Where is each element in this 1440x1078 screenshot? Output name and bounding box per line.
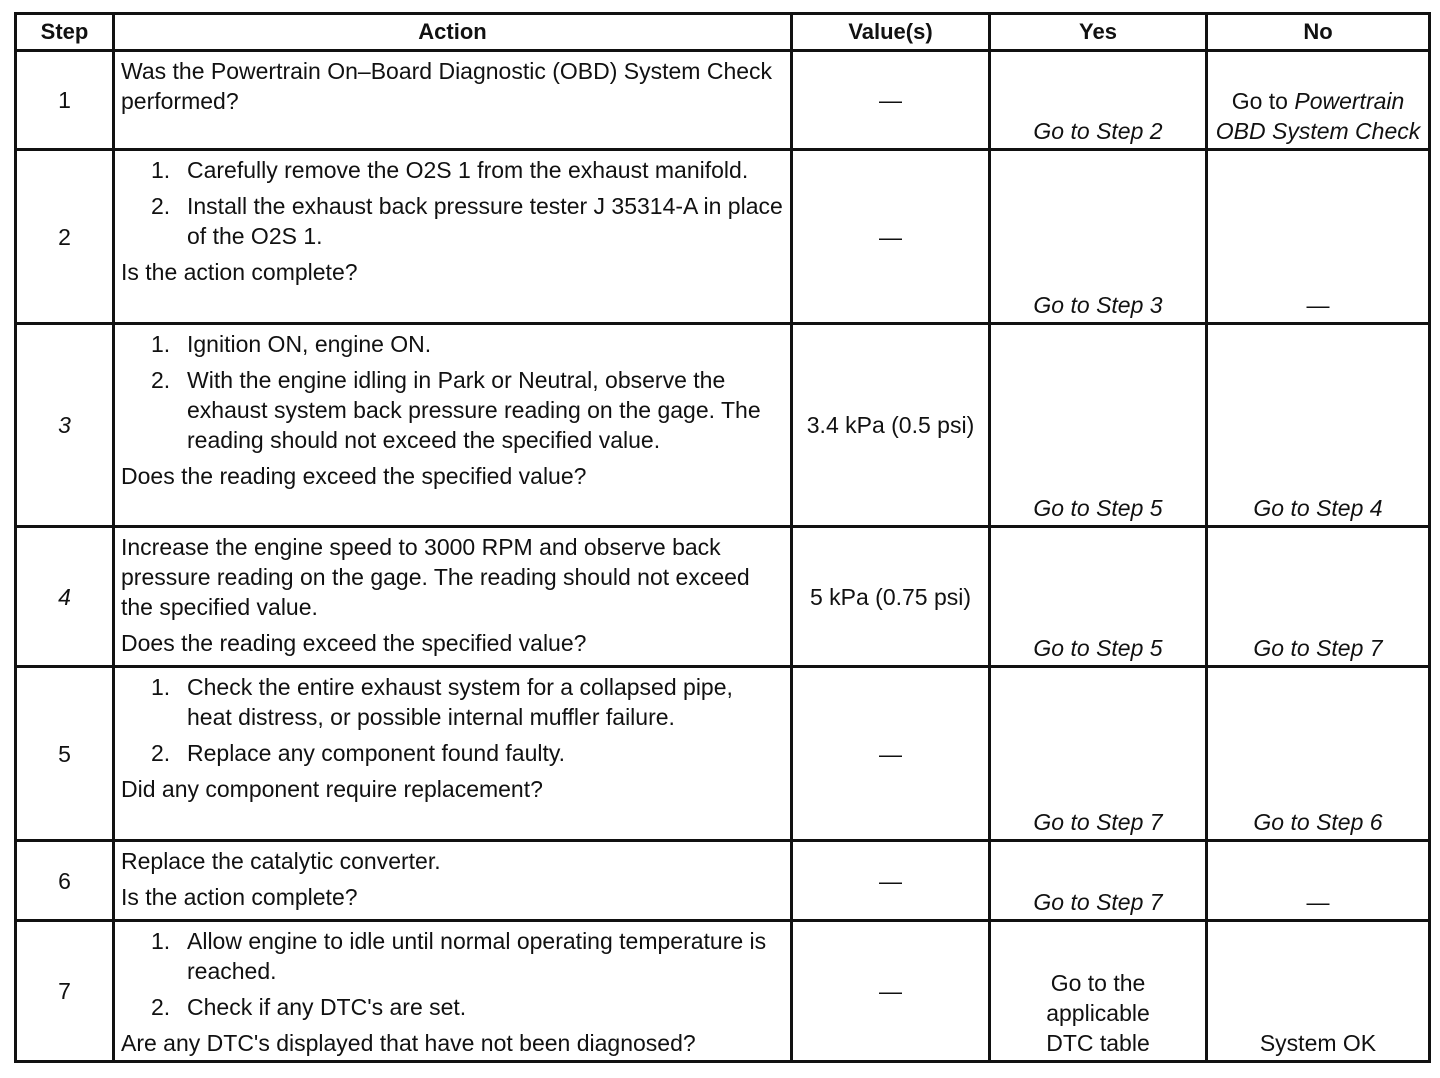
action-item: [121, 365, 784, 455]
action-item: [121, 992, 784, 1022]
action-text: Increase the engine speed to 3000 RPM and observe back pressure reading on the gage. The reading should not exceed the specified value.: [121, 534, 750, 620]
item-number: 2.: [151, 193, 171, 219]
yes-cell: Go to Step 2: [990, 51, 1207, 150]
value-cell: 3.4 kPa (0.5 psi): [792, 324, 990, 527]
item-number: 1.: [151, 674, 171, 700]
item-text: Carefully remove the O2S 1 from the exhaust manifold.: [187, 157, 749, 183]
item-number: 2.: [151, 994, 171, 1020]
header-no: No: [1207, 14, 1430, 51]
no-cell: —: [1207, 150, 1430, 324]
table-row: [16, 527, 1430, 667]
item-text: Install the exhaust back pressure tester J 35314-A in place of the O2S 1.: [187, 193, 783, 249]
no-link-text: Powertrain OBD System Check: [1215, 88, 1421, 144]
table-row: [16, 841, 1430, 921]
value-cell: —: [792, 150, 990, 324]
no-cell: [1207, 51, 1430, 150]
item-text: Replace any component found faulty.: [187, 740, 566, 766]
step-number: 6: [16, 841, 114, 921]
action-question: Did any component require replacement?: [121, 776, 543, 802]
header-yes: Yes: [990, 14, 1207, 51]
header-action: Action: [114, 14, 792, 51]
no-cell: —: [1207, 841, 1430, 921]
yes-cell: Go to the applicable DTC table: [990, 921, 1207, 1062]
step-number: 2: [16, 150, 114, 324]
step-number: 4: [16, 527, 114, 667]
action-cell: [114, 921, 792, 1062]
action-question: Does the reading exceed the specified value?: [121, 463, 587, 489]
no-cell: Go to Step 6: [1207, 667, 1430, 841]
item-number: 1.: [151, 331, 171, 357]
action-item: [121, 329, 784, 359]
step-number: 1: [16, 51, 114, 150]
action-item: [121, 155, 784, 185]
yes-cell: Go to Step 5: [990, 324, 1207, 527]
action-question: Does the reading exceed the specified value?: [121, 630, 587, 656]
header-row: [16, 14, 1430, 51]
no-cell: Go to Step 7: [1207, 527, 1430, 667]
action-text: Replace the catalytic converter.: [121, 848, 441, 874]
item-number: 2.: [151, 740, 171, 766]
value-cell: —: [792, 667, 990, 841]
item-number: 2.: [151, 367, 171, 393]
action-cell: [114, 667, 792, 841]
action-item: [121, 738, 784, 768]
diagnostic-table: [14, 12, 1431, 1063]
item-number: 1.: [151, 157, 171, 183]
value-cell: 5 kPa (0.75 psi): [792, 527, 990, 667]
step-number: 3: [16, 324, 114, 527]
no-prefix: Go to: [1231, 88, 1288, 114]
item-text: Ignition ON, engine ON.: [187, 331, 432, 357]
yes-cell: Go to Step 5: [990, 527, 1207, 667]
diagnostic-table-sheet: [14, 12, 1428, 1063]
action-item: [121, 926, 784, 986]
table-row: [16, 921, 1430, 1062]
item-text: Check if any DTC's are set.: [187, 994, 467, 1020]
yes-cell: Go to Step 7: [990, 841, 1207, 921]
table-row: [16, 324, 1430, 527]
table-row: [16, 150, 1430, 324]
item-text: Check the entire exhaust system for a collapsed pipe, heat distress, or possible internal muffler failure.: [187, 674, 733, 730]
action-item: [121, 672, 784, 732]
value-cell: —: [792, 841, 990, 921]
action-question: Is the action complete?: [121, 259, 358, 285]
step-number: 7: [16, 921, 114, 1062]
action-text: Was the Powertrain On–Board Diagnostic (OBD) System Check performed?: [121, 58, 773, 114]
item-text: Allow engine to idle until normal operating temperature is reached.: [187, 928, 767, 984]
no-cell: Go to Step 4: [1207, 324, 1430, 527]
action-item: [121, 191, 784, 251]
item-text: With the engine idling in Park or Neutral, observe the exhaust system back pressure reading on the gage. The reading should not exceed the specified value.: [187, 367, 761, 453]
action-question: Is the action complete?: [121, 884, 358, 910]
table-row: [16, 51, 1430, 150]
action-cell: [114, 324, 792, 527]
value-cell: —: [792, 921, 990, 1062]
action-question: Are any DTC's displayed that have not been diagnosed?: [121, 1030, 696, 1056]
value-cell: —: [792, 51, 990, 150]
action-cell: [114, 150, 792, 324]
header-values: Value(s): [792, 14, 990, 51]
item-number: 1.: [151, 928, 171, 954]
no-cell: System OK: [1207, 921, 1430, 1062]
action-cell: [114, 527, 792, 667]
action-cell: [114, 841, 792, 921]
yes-cell: Go to Step 7: [990, 667, 1207, 841]
header-step: Step: [16, 14, 114, 51]
yes-cell: Go to Step 3: [990, 150, 1207, 324]
action-cell: [114, 51, 792, 150]
table-row: [16, 667, 1430, 841]
step-number: 5: [16, 667, 114, 841]
